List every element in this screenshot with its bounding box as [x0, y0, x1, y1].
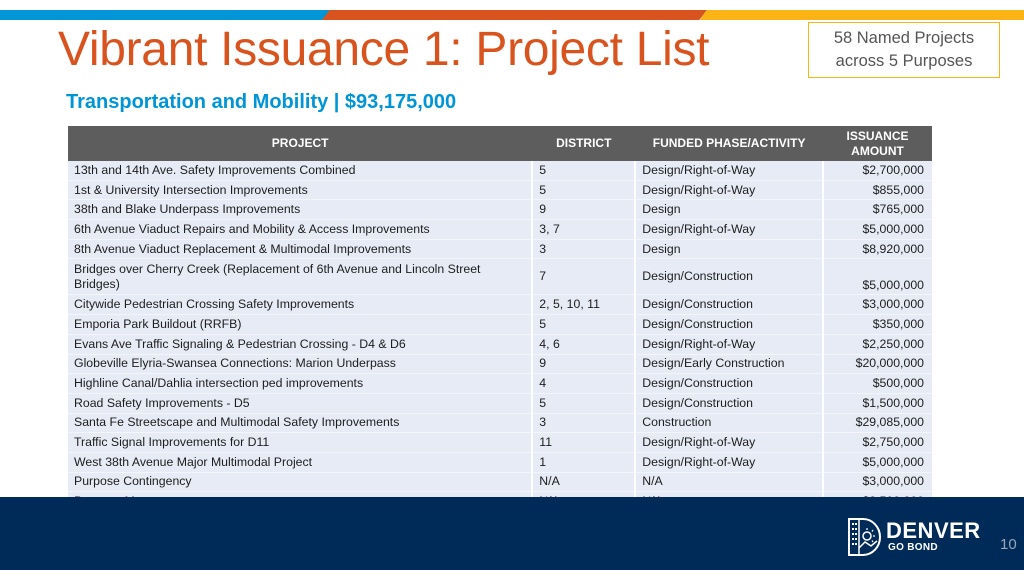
cell-project: Road Safety Improvements - D5 [68, 393, 532, 413]
cell-project: Highline Canal/Dahlia intersection ped improvements [68, 374, 532, 394]
table-row [68, 315, 932, 335]
cell-amount: $5,000,000 [823, 259, 932, 295]
header-amount: ISSUANCE AMOUNT [823, 126, 932, 161]
header-project: PROJECT [68, 126, 532, 161]
slide-title: Vibrant Issuance 1: Project List [58, 23, 710, 76]
cell-district: 4, 6 [532, 334, 635, 354]
cell-district: 2, 5, 10, 11 [532, 295, 635, 315]
cell-phase: Design/Construction [635, 295, 823, 315]
cell-phase: Design/Early Construction [635, 354, 823, 374]
cell-amount: $29,085,000 [823, 413, 932, 433]
cell-district: N/A [532, 472, 635, 492]
cell-project: 38th and Blake Underpass Improvements [68, 200, 532, 220]
cell-amount: $765,000 [823, 200, 932, 220]
header-district: DISTRICT [532, 126, 635, 161]
table-row [68, 354, 932, 374]
bar-segment-yellow [700, 10, 1024, 20]
cell-phase: Design/Right-of-Way [635, 452, 823, 472]
cell-project: Evans Ave Traffic Signaling & Pedestrian Crossing - D4 & D6 [68, 334, 532, 354]
section-subtitle: Transportation and Mobility | $93,175,000 [66, 91, 457, 113]
cell-phase: Design/Right-of-Way [635, 334, 823, 354]
callout-line-1: 58 Named Projects [833, 29, 975, 47]
bar-segment-orange [322, 10, 707, 20]
cell-phase: Design/Construction [635, 393, 823, 413]
cell-district: 5 [532, 180, 635, 200]
cell-amount: $2,750,000 [823, 433, 932, 453]
denver-go-bond-logo-icon [845, 516, 885, 558]
cell-amount: $20,000,000 [823, 354, 932, 374]
cell-amount: $500,000 [823, 374, 932, 394]
top-color-bar [0, 10, 1024, 20]
cell-project: Emporia Park Buildout (RRFB) [68, 315, 532, 335]
cell-phase: Design/Construction [635, 315, 823, 335]
cell-project: 8th Avenue Viaduct Replacement & Multimodal Improvements [68, 239, 532, 259]
cell-project: Bridges over Cherry Creek (Replacement of 6th Avenue and Lincoln Street Bridges) [68, 259, 532, 295]
project-table [68, 126, 932, 512]
cell-amount: $5,000,000 [823, 452, 932, 472]
table-row [68, 295, 932, 315]
cell-district: 7 [532, 259, 635, 295]
cell-amount: $5,000,000 [823, 220, 932, 240]
cell-district: 5 [532, 161, 635, 180]
cell-district: 5 [532, 315, 635, 335]
table-header-row [68, 126, 932, 161]
cell-phase: Design/Right-of-Way [635, 161, 823, 180]
brand-name: DENVER [886, 518, 981, 543]
cell-district: 3 [532, 413, 635, 433]
cell-project: West 38th Avenue Major Multimodal Project [68, 452, 532, 472]
table-row [68, 334, 932, 354]
cell-phase: Construction [635, 413, 823, 433]
table-row [68, 472, 932, 492]
cell-phase: Design/Construction [635, 259, 823, 295]
cell-amount: $855,000 [823, 180, 932, 200]
cell-amount: $3,000,000 [823, 472, 932, 492]
cell-amount: $1,500,000 [823, 393, 932, 413]
cell-phase: Design/Right-of-Way [635, 220, 823, 240]
bar-segment-blue [0, 10, 330, 20]
cell-district: 3 [532, 239, 635, 259]
table-row [68, 413, 932, 433]
cell-amount: $2,250,000 [823, 334, 932, 354]
header-phase: FUNDED PHASE/ACTIVITY [635, 126, 823, 161]
cell-project: Globeville Elyria-Swansea Connections: Marion Underpass [68, 354, 532, 374]
cell-phase: Design/Construction [635, 374, 823, 394]
cell-project: 1st & University Intersection Improvements [68, 180, 532, 200]
callout-line-2: across 5 Purposes [835, 52, 973, 70]
cell-district: 11 [532, 433, 635, 453]
table-row [68, 259, 932, 295]
cell-project: Traffic Signal Improvements for D11 [68, 433, 532, 453]
cell-project: Citywide Pedestrian Crossing Safety Improvements [68, 295, 532, 315]
cell-phase: Design/Right-of-Way [635, 433, 823, 453]
cell-amount: $3,000,000 [823, 295, 932, 315]
project-count-callout [808, 22, 1000, 78]
cell-phase: Design [635, 239, 823, 259]
page-number: 10 [1000, 536, 1017, 553]
cell-phase: Design [635, 200, 823, 220]
table-row [68, 452, 932, 472]
table-row [68, 161, 932, 180]
table-row [68, 374, 932, 394]
brand-subtitle: GO BOND [888, 542, 938, 553]
cell-district: 9 [532, 200, 635, 220]
cell-phase: N/A [635, 472, 823, 492]
table-row [68, 220, 932, 240]
table-row [68, 239, 932, 259]
cell-amount: $2,700,000 [823, 161, 932, 180]
table-row [68, 200, 932, 220]
table-row [68, 433, 932, 453]
cell-phase: Design/Right-of-Way [635, 180, 823, 200]
cell-project: Purpose Contingency [68, 472, 532, 492]
cell-project: 13th and 14th Ave. Safety Improvements Combined [68, 161, 532, 180]
cell-district: 1 [532, 452, 635, 472]
table-row [68, 180, 932, 200]
cell-district: 9 [532, 354, 635, 374]
table-row [68, 393, 932, 413]
cell-amount: $350,000 [823, 315, 932, 335]
cell-district: 5 [532, 393, 635, 413]
cell-amount: $8,920,000 [823, 239, 932, 259]
cell-project: 6th Avenue Viaduct Repairs and Mobility & Access Improvements [68, 220, 532, 240]
cell-district: 3, 7 [532, 220, 635, 240]
cell-project: Santa Fe Streetscape and Multimodal Safety Improvements [68, 413, 532, 433]
cell-district: 4 [532, 374, 635, 394]
